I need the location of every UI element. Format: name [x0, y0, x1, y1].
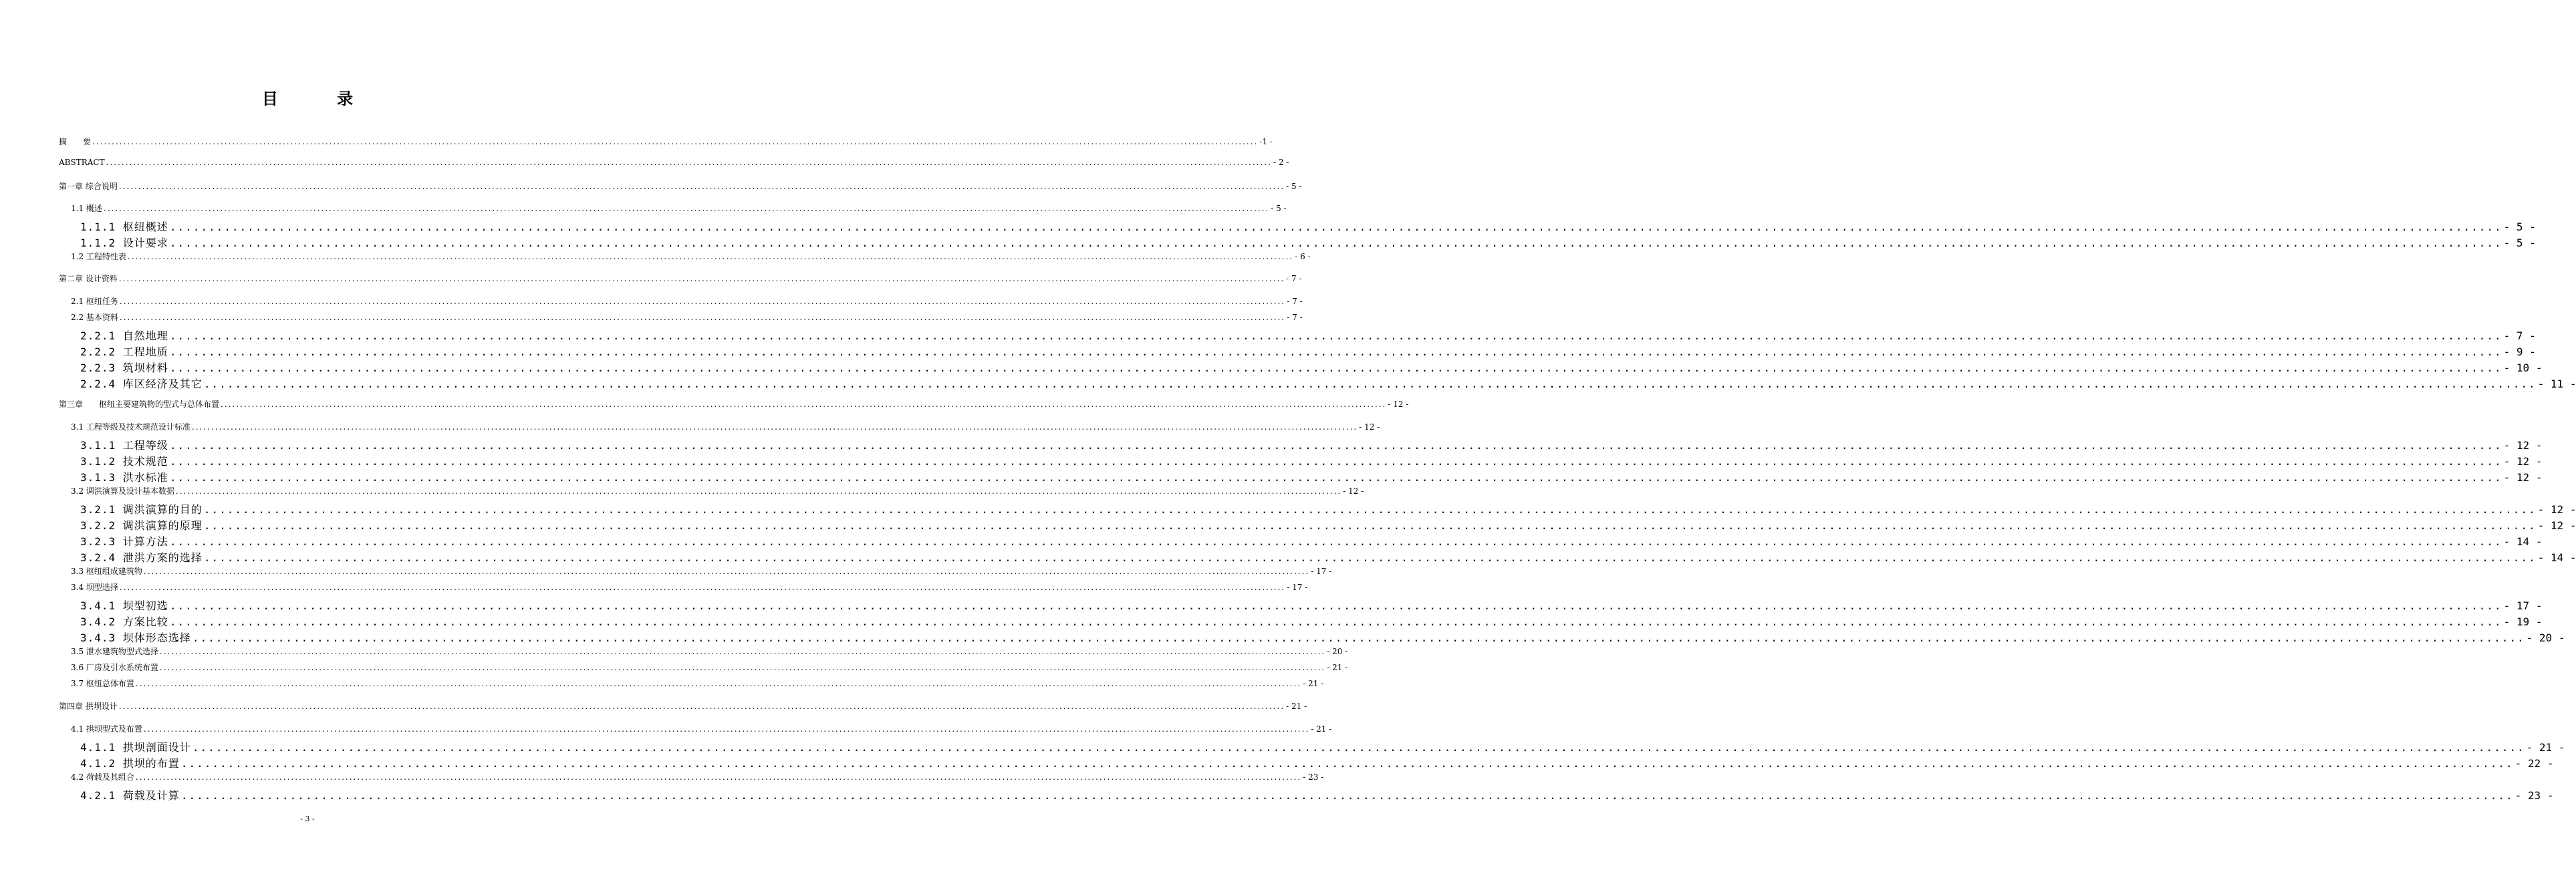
- toc-entry[interactable]: [80, 739, 2565, 754]
- toc-leader-dots: ............................................................................................................................................................................................................................................................................................................: [118, 702, 1285, 711]
- toc-leader-dots: ............................................................................................................................................................................................................................................................................................................: [180, 789, 2514, 802]
- toc-entry-page: - 12 -: [2503, 471, 2543, 484]
- toc-leader-dots: ............................................................................................................................................................................................................................................................................................................: [106, 158, 1272, 167]
- toc-entry-label: 3.2.3 计算方法: [80, 535, 168, 548]
- toc-entry[interactable]: [59, 180, 1302, 192]
- toc-entry[interactable]: [80, 327, 2536, 343]
- toc-entry[interactable]: [71, 295, 1303, 307]
- toc-leader-dots: ............................................................................................................................................................................................................................................................................................................: [203, 519, 2537, 532]
- toc-entry-label: 3.1 工程等级及技术规范设计标准: [71, 422, 190, 432]
- toc-entry[interactable]: [71, 662, 1348, 673]
- toc-leader-dots: ............................................................................................................................................................................................................................................................................................................: [169, 471, 2502, 484]
- toc-entry-label: 3.2.2 调洪演算的原理: [80, 519, 203, 532]
- toc-entry[interactable]: [80, 597, 2543, 613]
- toc-leader-dots: ............................................................................................................................................................................................................................................................................................................: [135, 772, 1302, 782]
- toc-entry-label: 2.2.2 工程地质: [80, 345, 168, 358]
- toc-leader-dots: ............................................................................................................................................................................................................................................................................................................: [180, 757, 2514, 770]
- toc-entry[interactable]: [80, 629, 2565, 645]
- toc-entry-page: - 17 -: [2503, 599, 2543, 612]
- toc-entry-page: - 7 -: [1287, 297, 1303, 306]
- toc-entry-page: - 10 -: [2503, 361, 2543, 374]
- toc-leader-dots: ............................................................................................................................................................................................................................................................................................................: [203, 551, 2537, 564]
- toc-entry[interactable]: [71, 311, 1303, 323]
- toc-entry-page: - 7 -: [1286, 274, 1302, 283]
- toc-entry[interactable]: [71, 723, 1332, 734]
- toc-leader-dots: ............................................................................................................................................................................................................................................................................................................: [175, 486, 1342, 496]
- toc-entry[interactable]: [59, 158, 1289, 167]
- toc-leader-dots: ............................................................................................................................................................................................................................................................................................................: [169, 361, 2502, 374]
- toc-entry-page: - 5 -: [2503, 221, 2536, 233]
- toc-entry-label: 3.2.1 调洪演算的目的: [80, 503, 203, 516]
- toc-leader-dots: ............................................................................................................................................................................................................................................................................................................: [119, 297, 1286, 306]
- toc-entry-page: - 20 -: [1327, 647, 1348, 656]
- toc-leader-dots: ............................................................................................................................................................................................................................................................................................................: [169, 237, 2502, 249]
- toc-leader-dots: ............................................................................................................................................................................................................................................................................................................: [143, 567, 1310, 576]
- toc-entry[interactable]: [71, 771, 1324, 782]
- toc-leader-dots: ............................................................................................................................................................................................................................................................................................................: [118, 274, 1285, 283]
- toc-entry-page: - 6 -: [1295, 252, 1311, 261]
- toc-entry-page: -1 -: [1259, 137, 1273, 146]
- toc-leader-dots: ............................................................................................................................................................................................................................................................................................................: [169, 615, 2502, 628]
- toc-entry-page: - 17 -: [1311, 567, 1332, 576]
- toc-entry-page: - 23 -: [1303, 772, 1324, 782]
- toc-entry[interactable]: [80, 517, 2576, 533]
- toc-entry-page: - 5 -: [1286, 182, 1302, 191]
- toc-entry[interactable]: [71, 421, 1380, 432]
- toc-entry-label: 3.1.3 洪水标准: [80, 471, 168, 484]
- toc-entry-label: 3.7 枢纽总体布置: [71, 679, 134, 688]
- toc-entry-page: - 23 -: [2515, 789, 2554, 802]
- toc-entry-page: - 22 -: [2515, 757, 2554, 770]
- toc-entry[interactable]: [71, 645, 1348, 657]
- toc-leader-dots: ............................................................................................................................................................................................................................................................................................................: [169, 329, 2502, 342]
- toc-entry-page: - 11 -: [2537, 378, 2576, 390]
- toc-entry-page: - 9 -: [2503, 345, 2536, 358]
- toc-entry[interactable]: [71, 485, 1364, 496]
- toc-entry-page: - 12 -: [2503, 439, 2543, 452]
- toc-entry-label: 3.2 调洪演算及设计基本数据: [71, 486, 174, 496]
- toc-entry[interactable]: [59, 700, 1307, 712]
- toc-entry[interactable]: [71, 565, 1332, 577]
- toc-entry-label: 3.6 厂房及引水系统布置: [71, 663, 158, 672]
- toc-entry[interactable]: [80, 613, 2543, 629]
- toc-entry[interactable]: [80, 533, 2543, 549]
- toc-entry-page: - 20 -: [2526, 631, 2565, 644]
- toc-leader-dots: ............................................................................................................................................................................................................................................................................................................: [103, 204, 1270, 213]
- toc-entry-label: 3.5 泄水建筑物型式选择: [71, 647, 158, 656]
- toc-entry-page: - 19 -: [2503, 615, 2543, 628]
- toc-entry-page: - 5 -: [2503, 237, 2536, 249]
- page-title: 目 录: [261, 89, 380, 108]
- toc-entry-label: 第四章 拱坝设计: [59, 702, 118, 711]
- toc-entry-label: 第三章 枢纽主要建筑物的型式与总体布置: [59, 400, 220, 409]
- toc-entry-page: - 12 -: [2537, 519, 2576, 532]
- toc-leader-dots: ............................................................................................................................................................................................................................................................................................................: [192, 631, 2525, 644]
- toc-entry-page: - 12 -: [1359, 422, 1380, 432]
- toc-entry[interactable]: [80, 437, 2543, 452]
- toc-entry-label: 3.4.1 坝型初选: [80, 599, 168, 612]
- toc-leader-dots: ............................................................................................................................................................................................................................................................................................................: [169, 345, 2502, 358]
- toc-entry-page: - 21 -: [1327, 663, 1348, 672]
- toc-leader-dots: ............................................................................................................................................................................................................................................................................................................: [119, 583, 1286, 592]
- toc-entry-label: 3.3 枢纽组成建筑物: [71, 567, 142, 576]
- toc-entry[interactable]: [71, 678, 1324, 689]
- toc-entry-label: 4.1.2 拱坝的布置: [80, 757, 180, 770]
- toc-entry[interactable]: [80, 787, 2554, 803]
- page-number: - 3 -: [300, 815, 315, 823]
- toc-entry-label: 第一章 综合说明: [59, 182, 118, 191]
- toc-entry[interactable]: [80, 549, 2576, 565]
- toc-leader-dots: ............................................................................................................................................................................................................................................................................................................: [203, 378, 2537, 390]
- toc-entry-label: 4.1.1 拱坝剖面设计: [80, 741, 191, 754]
- toc-entry-label: 2.2 基本资料: [71, 313, 118, 322]
- toc-entry-label: 1.1.1 枢纽概述: [80, 221, 168, 233]
- toc-entry-page: - 14 -: [2503, 535, 2543, 548]
- toc-entry-label: 3.4.2 方案比较: [80, 615, 168, 628]
- toc-entry[interactable]: [71, 581, 1308, 593]
- toc-leader-dots: ............................................................................................................................................................................................................................................................................................................: [221, 400, 1387, 409]
- toc-entry-label: 2.2.1 自然地理: [80, 329, 168, 342]
- toc-entry-label: 4.2.1 荷载及计算: [80, 789, 180, 802]
- toc-entry-label: 2.1 枢纽任务: [71, 297, 118, 306]
- toc-entry-page: - 21 -: [1303, 679, 1324, 688]
- toc-entry-label: 3.2.4 泄洪方案的选择: [80, 551, 203, 564]
- toc-entry[interactable]: [59, 398, 1409, 410]
- toc-entry[interactable]: [80, 501, 2576, 517]
- toc-entry-page: - 21 -: [1311, 724, 1332, 734]
- toc-entry[interactable]: [80, 359, 2543, 375]
- toc-leader-dots: ............................................................................................................................................................................................................................................................................................................: [192, 741, 2525, 754]
- toc-leader-dots: ............................................................................................................................................................................................................................................................................................................: [135, 679, 1302, 688]
- toc-leader-dots: ............................................................................................................................................................................................................................................................................................................: [191, 422, 1358, 432]
- toc-entry[interactable]: [80, 219, 2536, 234]
- toc-leader-dots: ............................................................................................................................................................................................................................................................................................................: [169, 221, 2502, 233]
- toc-entry-label: 2.2.3 筑坝材料: [80, 361, 168, 374]
- toc-entry-page: - 12 -: [2537, 503, 2576, 516]
- toc-entry-page: - 14 -: [2537, 551, 2576, 564]
- toc-entry-page: - 21 -: [2526, 741, 2565, 754]
- toc-entry-label: 3.4.3 坝体形态选择: [80, 631, 191, 644]
- toc-entry-label: 1.1 概述: [71, 204, 102, 213]
- toc-leader-dots: ............................................................................................................................................................................................................................................................................................................: [127, 252, 1294, 261]
- toc-entry-label: 1.2 工程特性表: [71, 252, 126, 261]
- toc-entry-page: - 12 -: [2503, 455, 2543, 468]
- toc-leader-dots: ............................................................................................................................................................................................................................................................................................................: [143, 724, 1310, 734]
- toc-entry[interactable]: [71, 251, 1311, 262]
- toc-entry-page: - 21 -: [1286, 702, 1307, 711]
- toc-entry-label: 4.2 荷载及其组合: [71, 772, 134, 782]
- toc-leader-dots: ............................................................................................................................................................................................................................................................................................................: [119, 313, 1286, 322]
- toc-entry-label: 1.1.2 设计要求: [80, 237, 168, 249]
- toc-entry-label: 3.1.2 技术规范: [80, 455, 168, 468]
- toc-entry[interactable]: [80, 235, 2536, 250]
- toc-leader-dots: ............................................................................................................................................................................................................................................................................................................: [169, 455, 2502, 468]
- toc-entry-page: - 12 -: [1388, 400, 1409, 409]
- toc-leader-dots: ............................................................................................................................................................................................................................................................................................................: [92, 137, 1259, 146]
- toc-entry-page: - 5 -: [1271, 204, 1287, 213]
- toc-entry-page: - 17 -: [1287, 583, 1308, 592]
- toc-entry[interactable]: [80, 755, 2554, 770]
- toc-leader-dots: ............................................................................................................................................................................................................................................................................................................: [118, 182, 1285, 191]
- toc-leader-dots: ............................................................................................................................................................................................................................................................................................................: [159, 663, 1326, 672]
- toc-leader-dots: ............................................................................................................................................................................................................................................................................................................: [169, 439, 2502, 452]
- toc-entry-label: ABSTRACT: [59, 158, 105, 167]
- toc-entry-label: 4.1 拱坝型式及布置: [71, 724, 142, 734]
- toc-entry-label: 3.4 坝型选择: [71, 583, 118, 592]
- toc-entry[interactable]: [80, 376, 2576, 391]
- toc-leader-dots: ............................................................................................................................................................................................................................................................................................................: [159, 647, 1326, 656]
- toc-entry[interactable]: [59, 136, 1273, 147]
- toc-entry[interactable]: [59, 273, 1302, 284]
- toc-entry-page: - 7 -: [2503, 329, 2536, 342]
- toc-leader-dots: ............................................................................................................................................................................................................................................................................................................: [203, 503, 2537, 516]
- toc-entry-page: - 12 -: [1343, 486, 1364, 496]
- toc-entry-label: 3.1.1 工程等级: [80, 439, 168, 452]
- toc-entry-label: 摘 要: [59, 137, 92, 146]
- toc-entry-label: 2.2.4 库区经济及其它: [80, 378, 203, 390]
- toc-entry-page: - 2 -: [1273, 158, 1289, 167]
- toc-entry-label: 第二章 设计资料: [59, 274, 118, 283]
- toc-entry[interactable]: [80, 469, 2543, 484]
- toc-entry[interactable]: [80, 453, 2543, 468]
- toc-leader-dots: ............................................................................................................................................................................................................................................................................................................: [169, 535, 2502, 548]
- toc-leader-dots: ............................................................................................................................................................................................................................................................................................................: [169, 599, 2502, 612]
- toc-entry[interactable]: [71, 202, 1287, 214]
- toc-entry[interactable]: [80, 343, 2536, 359]
- toc-entry-page: - 7 -: [1287, 313, 1303, 322]
